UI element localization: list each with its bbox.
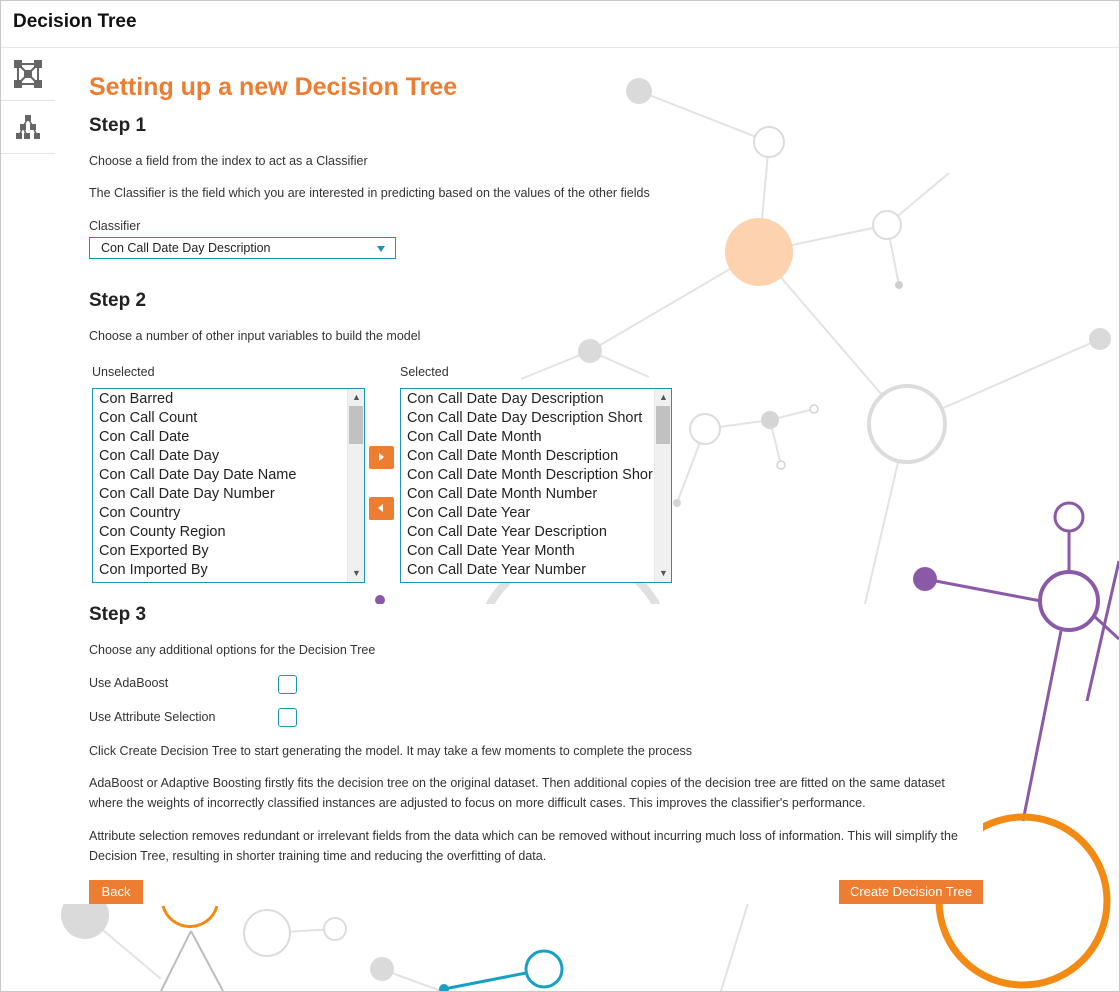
step3-description: Choose any additional options for the Decision Tree (89, 643, 376, 657)
page-title: Setting up a new Decision Tree (89, 73, 458, 101)
list-item[interactable]: Con Call Date Month Description Shor (407, 467, 653, 483)
info-attribute-selection: Attribute selection removes redundant or irrelevant fields from the data which can be removed without incurring much loss of information. This will simplify the Decision Tree, resulting in shorter training time and reducing the overfitting of data. (89, 829, 958, 863)
info-create: Click Create Decision Tree to start generating the model. It may take a few moments to complete the process (89, 744, 693, 758)
classifier-select[interactable] (89, 237, 396, 259)
list-item[interactable]: Con Call Date Day Number (99, 486, 275, 502)
step2-heading: Step 2 (89, 290, 147, 311)
unselected-label: Unselected (92, 365, 155, 379)
unselected-list[interactable] (92, 388, 365, 583)
scroll-down-icon[interactable]: ▼ (352, 568, 361, 578)
arrow-left-icon (378, 504, 383, 512)
list-item[interactable]: Con County Region (99, 524, 226, 540)
classifier-label: Classifier (89, 219, 141, 233)
move-left-button[interactable] (369, 497, 394, 520)
selected-list[interactable] (400, 388, 672, 583)
list-item[interactable]: Con Call Date (99, 429, 190, 445)
back-button[interactable]: Back (89, 880, 143, 904)
list-item[interactable]: Con Call Date Month Number (407, 486, 598, 502)
attribute-selection-checkbox[interactable] (278, 708, 297, 727)
list-item[interactable]: Con Call Date Day Date Name (99, 467, 297, 483)
attribute-selection-label: Use Attribute Selection (89, 710, 216, 724)
adaboost-label: Use AdaBoost (89, 676, 169, 690)
list-item[interactable]: Con Call Date Month (407, 429, 542, 445)
step2-description: Choose a number of other input variables to build the model (89, 329, 421, 343)
list-item[interactable]: Con Country (99, 505, 181, 521)
tree-icon (14, 113, 42, 141)
list-item[interactable]: Con Call Date Year Number (407, 562, 586, 578)
app-title: Decision Tree (13, 11, 137, 32)
list-item[interactable]: Con Call Date Year (407, 505, 531, 521)
list-item[interactable]: Con Call Date Day Description (407, 391, 604, 407)
sidebar-item-network[interactable] (1, 48, 55, 101)
create-decision-tree-button[interactable]: Create Decision Tree (839, 880, 983, 904)
sidebar-item-tree[interactable] (1, 101, 55, 154)
selected-label: Selected (400, 365, 449, 379)
scroll-thumb[interactable] (349, 406, 363, 444)
scrollbar[interactable] (654, 389, 671, 582)
list-item[interactable]: Con Call Date Day (99, 448, 220, 464)
scroll-up-icon[interactable]: ▲ (352, 392, 361, 402)
list-item[interactable]: Con Call Date Year Month (407, 543, 575, 559)
list-item[interactable]: Con Exported By (99, 543, 209, 559)
scroll-thumb[interactable] (656, 406, 670, 444)
step1-line1: Choose a field from the index to act as a Classifier (89, 154, 368, 168)
arrow-right-icon (379, 453, 384, 461)
scroll-down-icon[interactable]: ▼ (659, 568, 668, 578)
step1-heading: Step 1 (89, 115, 147, 136)
title-bar (1, 1, 1119, 48)
list-item[interactable]: Con Imported By (99, 562, 208, 578)
sidebar (1, 48, 55, 154)
move-right-button[interactable] (369, 446, 394, 469)
list-item[interactable]: Con Call Date Year Description (407, 524, 607, 540)
adaboost-checkbox[interactable] (278, 675, 297, 694)
step3-heading: Step 3 (89, 604, 147, 625)
chevron-down-icon (377, 246, 385, 252)
scroll-up-icon[interactable]: ▲ (659, 392, 668, 402)
step1-line2: The Classifier is the field which you are interested in predicting based on the values of the other fields (89, 186, 650, 200)
network-icon (14, 60, 42, 88)
list-item[interactable]: Con Barred (99, 391, 174, 407)
list-item[interactable]: Con Call Count (99, 410, 198, 426)
list-item[interactable]: Con Call Date Month Description (407, 448, 619, 464)
classifier-value: Con Call Date Day Description (101, 241, 271, 255)
info-adaboost: AdaBoost or Adaptive Boosting firstly fits the decision tree on the original dataset. Then additional copies of the decision tree are fitted on the same dataset where the weights of incorrectly classified instances are adjusted to focus on more difficult cases. This improves the classifier's performance. (89, 776, 945, 810)
scrollbar[interactable] (347, 389, 364, 582)
list-item[interactable]: Con Call Date Day Description Short (407, 410, 643, 426)
